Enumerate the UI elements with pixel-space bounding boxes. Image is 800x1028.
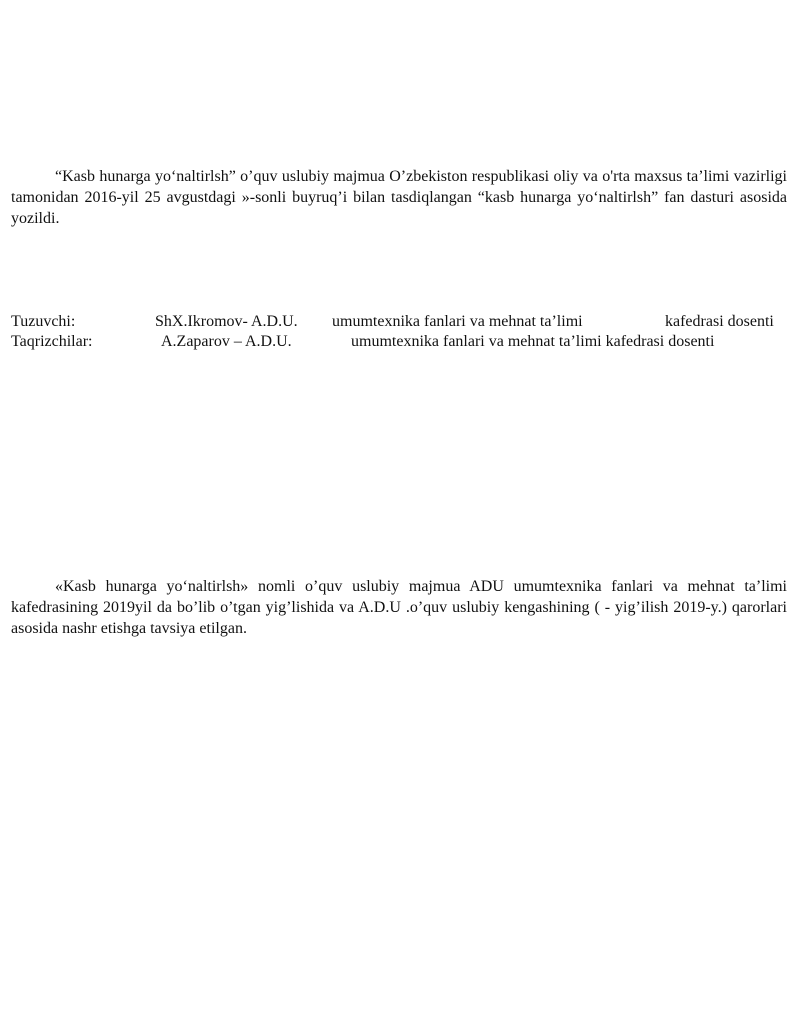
author-line	[11, 311, 787, 332]
author-department: umumtexnika fanlari va mehnat ta’limi	[332, 313, 583, 330]
author-name: ShX.Ikromov- A.D.U.	[155, 313, 298, 330]
reviewers-label: Taqrizchilar:	[11, 333, 93, 350]
approval-paragraph: «Kasb hunarga yo‘naltirlsh» nomli o’quv uslubiy majmua ADU umumtexnika fanlari va mehnat ta’limi kafedrasining 2019yil da bo’lib o’tgan yig’lishida va A.D.U .o’quv uslubiy kengashining ( - yig’ilish 2019-y.) qarorlari asosida nashr etishga tavsiya etilgan.	[11, 578, 787, 637]
author-position: kafedrasi dosenti	[665, 313, 774, 330]
reviewers-line	[11, 331, 787, 352]
intro-paragraph: “Kasb hunarga yo‘naltirlsh” o’quv uslubiy majmua O’zbekiston respublikasi oliy va o'rta maxsus ta’limi vazirligi tamonidan 2016-yil 25 avgustdagi »-sonli buyruq’i bilan tasdiqlangan “kasb hunarga yo‘naltirlsh” fan dasturi asosida yozildi.	[11, 168, 787, 227]
author-label: Tuzuvchi:	[11, 313, 76, 330]
reviewer-department: umumtexnika fanlari va mehnat ta’limi kafedrasi dosenti	[351, 333, 715, 350]
reviewer-name: A.Zaparov – A.D.U.	[161, 333, 292, 350]
